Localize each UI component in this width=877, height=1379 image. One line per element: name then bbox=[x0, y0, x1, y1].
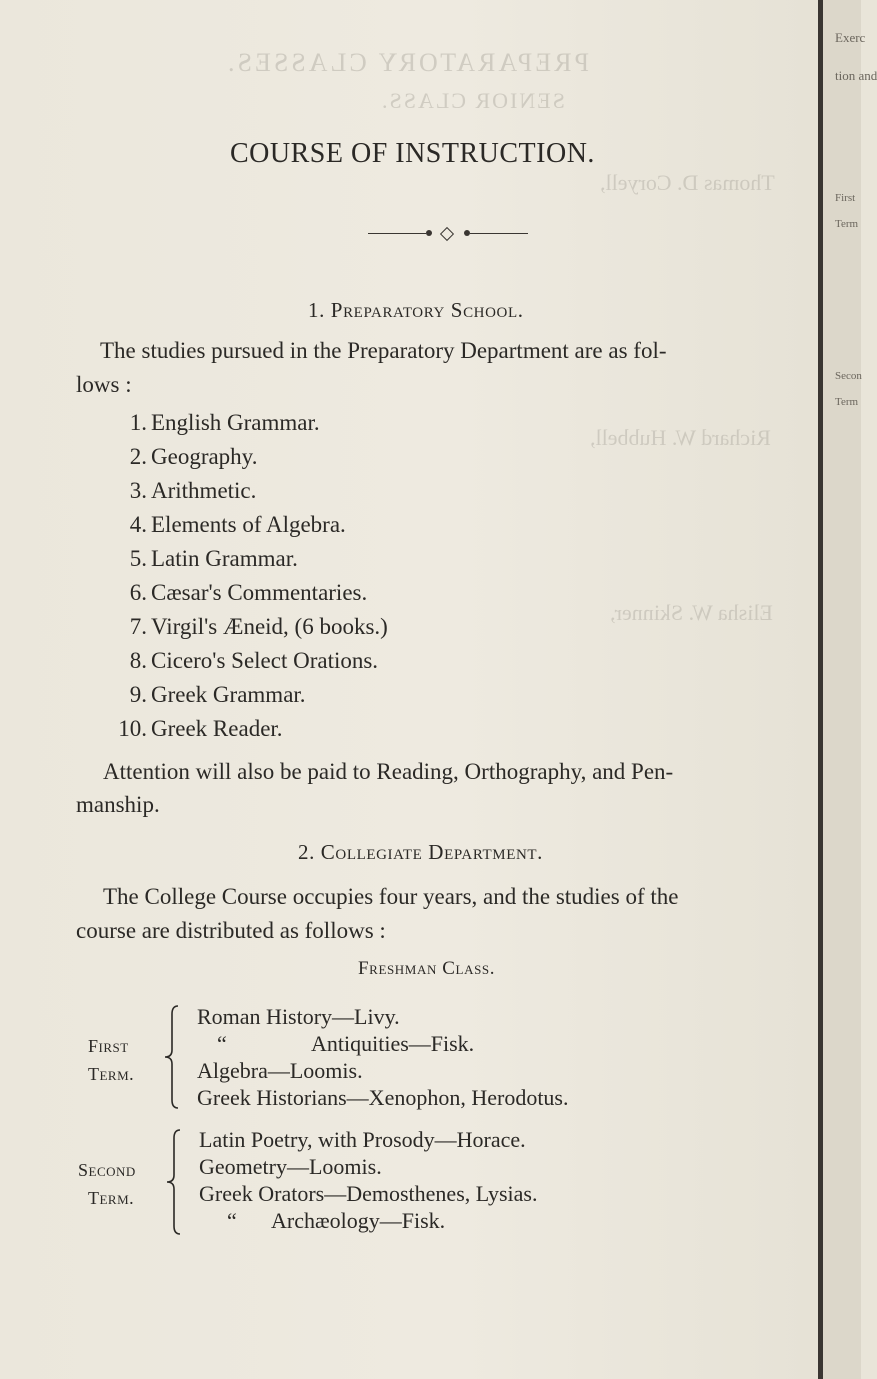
adjacent-page-fragment: tion and bbox=[835, 68, 877, 83]
show-through-text: SENIOR CLASS. bbox=[380, 88, 565, 113]
collegiate-heading: 2. Collegiate Department. bbox=[298, 840, 544, 864]
course-item: Latin Poetry, with Prosody—Horace. bbox=[199, 1127, 526, 1152]
attention-line2: manship. bbox=[76, 792, 160, 817]
list-item: 4. Elements of Algebra. bbox=[129, 512, 346, 537]
attention-line1: Attention will also be paid to Reading, Orthography, and Pen- bbox=[103, 759, 674, 784]
show-through-text: Thomas D. Coryell, bbox=[600, 170, 775, 195]
list-item: 2. Geography. bbox=[129, 444, 258, 469]
adjacent-page-fragment: First bbox=[835, 192, 856, 204]
adjacent-page-fragment: Term bbox=[835, 396, 859, 408]
course-item: Geometry—Loomis. bbox=[199, 1154, 382, 1179]
list-item: 1. English Grammar. bbox=[129, 410, 320, 435]
show-through-text: Elisha W. Skinner, bbox=[610, 600, 773, 625]
preparatory-intro-line2: lows : bbox=[76, 372, 132, 397]
list-item: 10. Greek Reader. bbox=[118, 716, 283, 741]
adjacent-page-strip bbox=[823, 0, 877, 1379]
list-item: 7. Virgil's Æneid, (6 books.) bbox=[129, 614, 388, 639]
adjacent-page-fragment: Exerc bbox=[835, 30, 866, 45]
adjacent-page-fragment: Secon bbox=[835, 370, 862, 382]
second-term-brace bbox=[162, 1126, 186, 1238]
collegiate-intro-line1: The College Course occupies four years, and the studies of the bbox=[103, 884, 679, 909]
first-term-brace bbox=[160, 1002, 184, 1112]
page-title: COURSE OF INSTRUCTION. bbox=[230, 138, 595, 169]
list-item: 6. Cæsar's Commentaries. bbox=[129, 580, 368, 605]
course-item: Greek Historians—Xenophon, Herodotus. bbox=[197, 1085, 569, 1110]
collegiate-intro-line2: course are distributed as follows : bbox=[76, 918, 386, 943]
show-through-text: PREPARATORY CLASSES. bbox=[225, 48, 589, 77]
second-term-label: Second Term. bbox=[78, 1160, 136, 1208]
course-item: “ Archæology—Fisk. bbox=[227, 1208, 446, 1233]
list-item: 8. Cicero's Select Orations. bbox=[129, 648, 379, 673]
first-term-label: First Term. bbox=[88, 1036, 135, 1084]
freshman-class-heading: Freshman Class. bbox=[358, 958, 496, 979]
show-through-text: Richard W. Hubbell, bbox=[590, 425, 771, 450]
list-item: 3. Arithmetic. bbox=[129, 478, 257, 503]
course-item: Roman History—Livy. bbox=[197, 1004, 400, 1029]
list-item: 9. Greek Grammar. bbox=[129, 682, 306, 707]
course-item: Algebra—Loomis. bbox=[197, 1058, 363, 1083]
course-item: “ Antiquities—Fisk. bbox=[217, 1031, 475, 1056]
preparatory-heading: 1. Preparatory School. bbox=[308, 298, 524, 322]
ornament-rule bbox=[368, 226, 528, 240]
course-item: Greek Orators—Demosthenes, Lysias. bbox=[199, 1181, 538, 1206]
adjacent-page-fragment: Term bbox=[835, 218, 859, 230]
preparatory-intro-line1: The studies pursued in the Preparatory Department are as fol- bbox=[100, 338, 667, 363]
list-item: 5. Latin Grammar. bbox=[129, 546, 298, 571]
